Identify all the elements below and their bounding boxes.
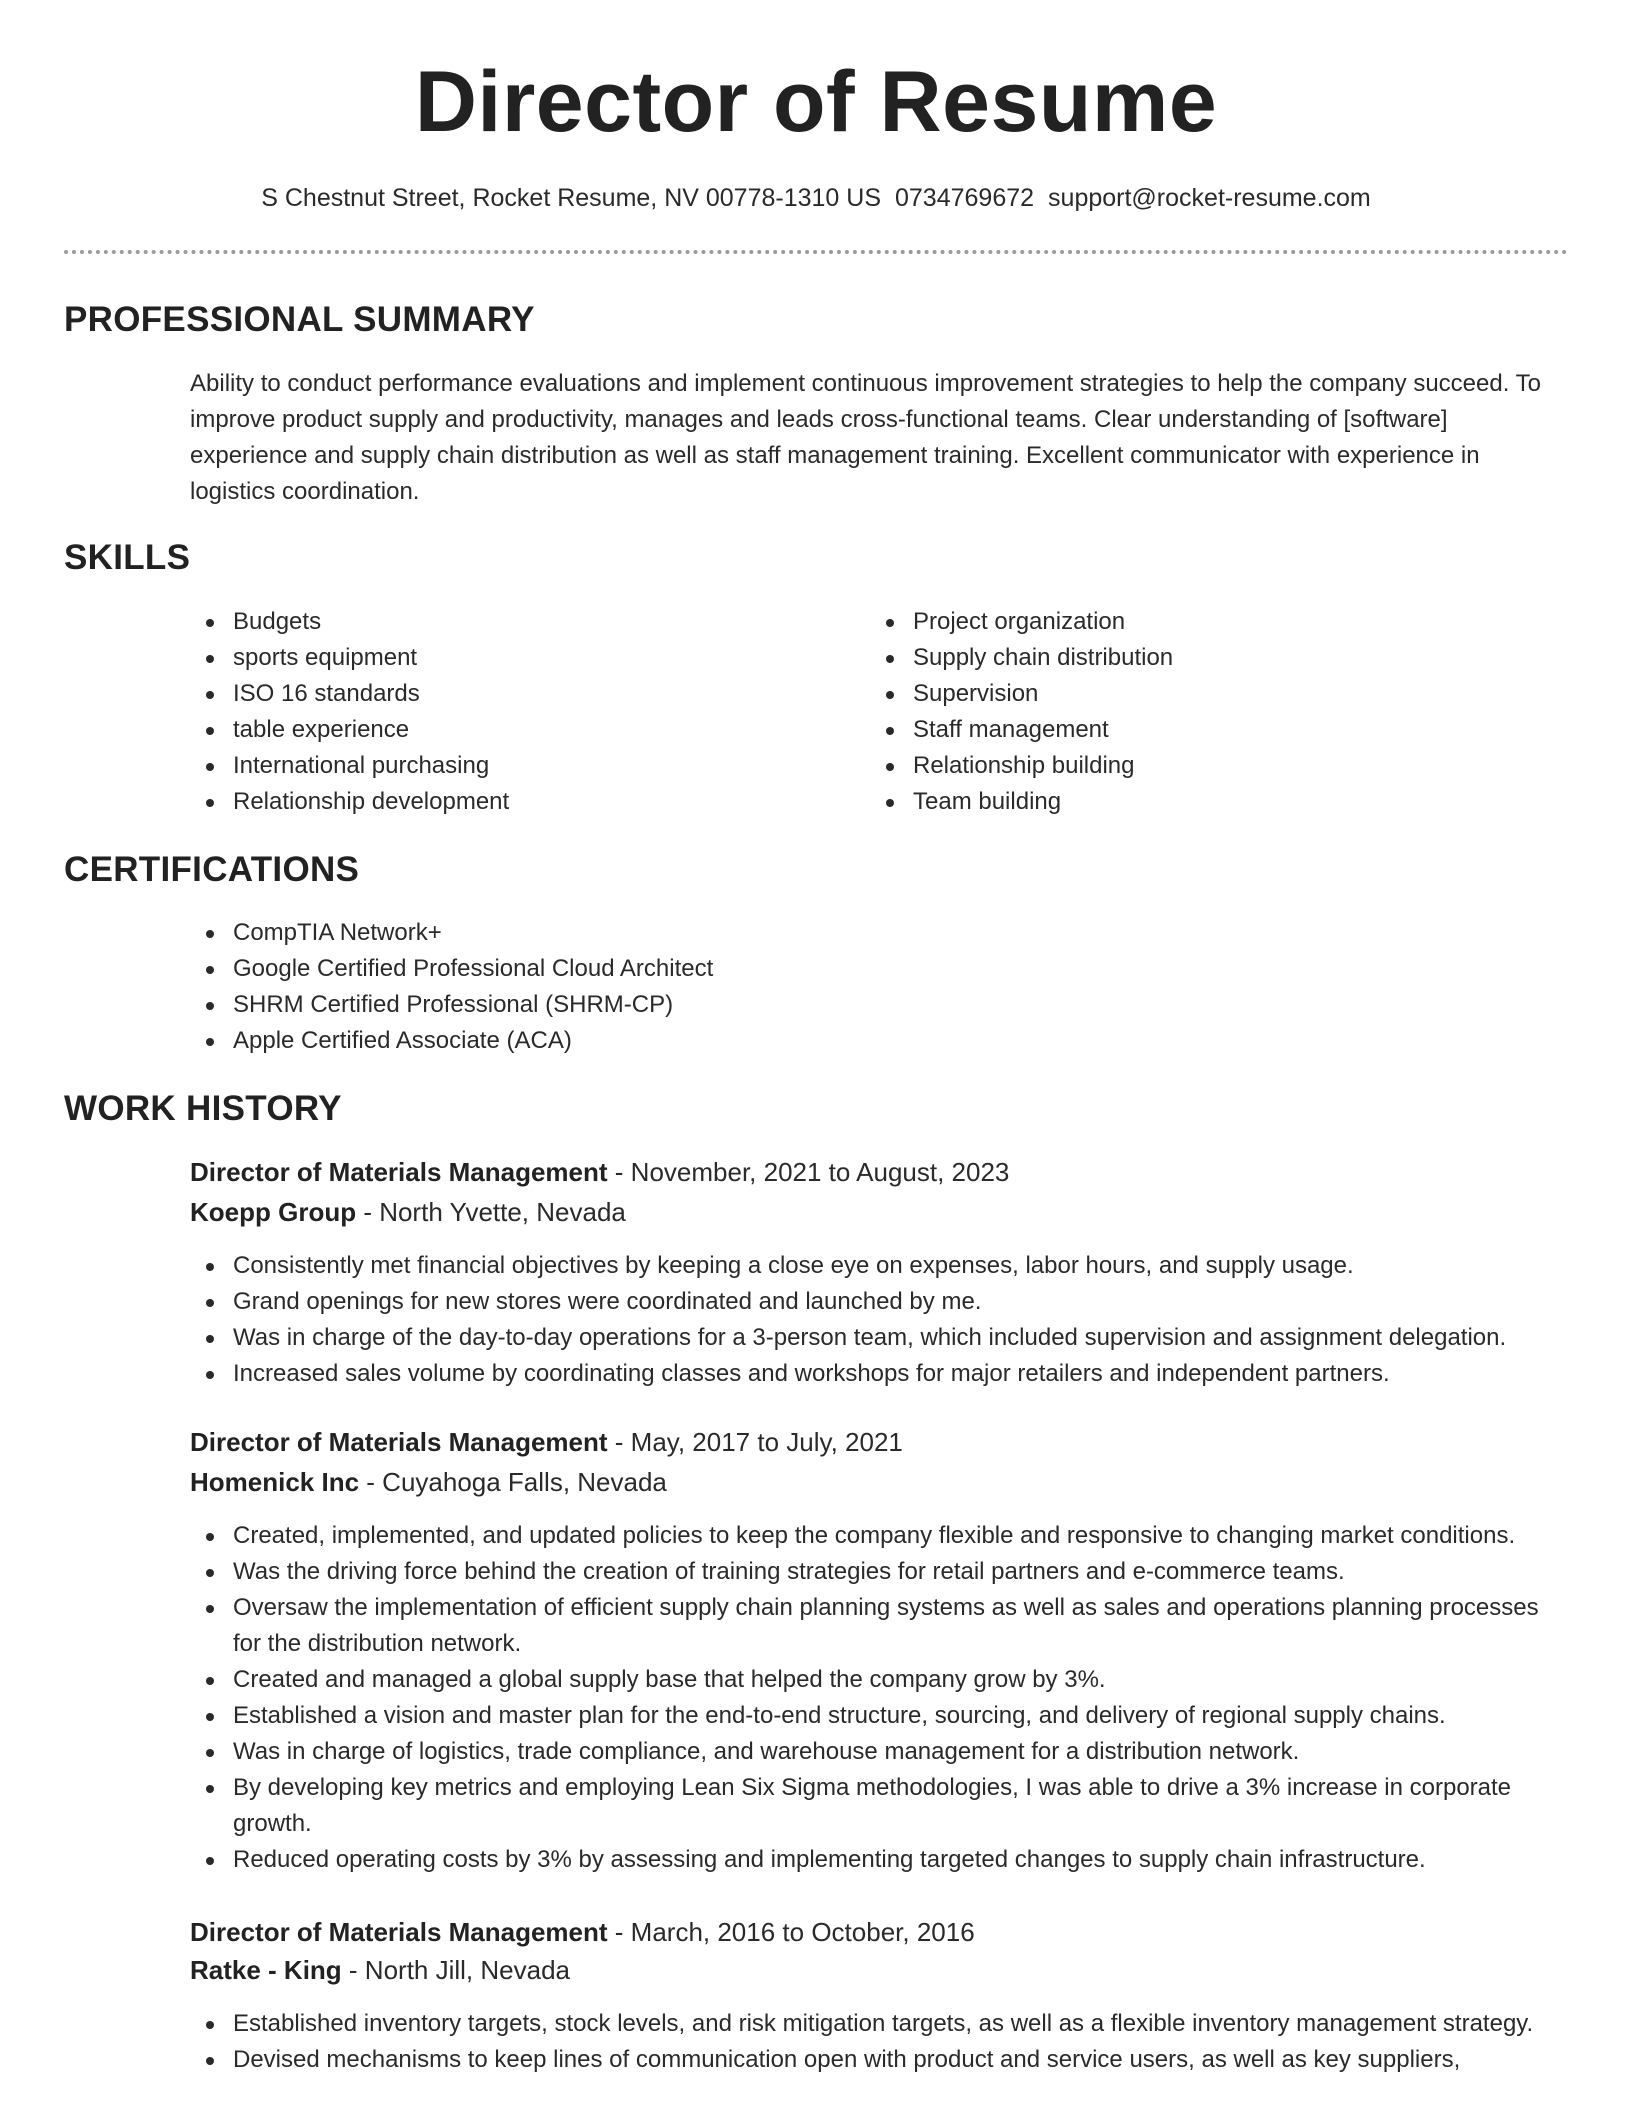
job-dates: - May, 2017 to July, 2021: [607, 1427, 903, 1457]
job-company-line: [190, 1951, 570, 1989]
section-title-skills: SKILLS: [64, 538, 191, 577]
skill-item: Budgets: [190, 604, 830, 640]
job-bullet: Grand openings for new stores were coordinated and launched by me.: [190, 1284, 1570, 1320]
job-bullet: Devised mechanisms to keep lines of communication open with product and service users, as well as key suppliers,: [190, 2042, 1570, 2078]
section-title-certifications: CERTIFICATIONS: [64, 850, 360, 889]
certification-item: Apple Certified Associate (ACA): [190, 1023, 1490, 1059]
job-bullet: Increased sales volume by coordinating classes and workshops for major retailers and independent partners.: [190, 1356, 1570, 1392]
job-bullet: Consistently met financial objectives by keeping a close eye on expenses, labor hours, and supply usage.: [190, 1248, 1570, 1284]
section-title-work-history: WORK HISTORY: [64, 1089, 342, 1128]
job-company-line: [190, 1463, 667, 1501]
job-bullets: [190, 1248, 1570, 1392]
skill-item: Relationship development: [190, 784, 830, 820]
contact-address: S Chestnut Street, Rocket Resume, NV 00778-1310 US: [261, 184, 881, 212]
header-divider: [64, 250, 1568, 254]
job-title-line: [190, 1153, 1009, 1191]
job-bullet: Was the driving force behind the creation of training strategies for retail partners and e-commerce teams.: [190, 1554, 1570, 1590]
job-bullet: Created and managed a global supply base that helped the company grow by 3%.: [190, 1662, 1570, 1698]
contact-email[interactable]: support@rocket-resume.com: [1048, 184, 1371, 212]
skill-item: Supply chain distribution: [870, 640, 1510, 676]
skills-list-left: [190, 604, 830, 820]
job-bullet: Established inventory targets, stock levels, and risk mitigation targets, as well as a flexible inventory management strategy.: [190, 2006, 1570, 2042]
skill-item: Relationship building: [870, 748, 1510, 784]
job-bullets: [190, 1518, 1570, 1878]
skill-item: Supervision: [870, 676, 1510, 712]
skill-item: ISO 16 standards: [190, 676, 830, 712]
section-title-summary: PROFESSIONAL SUMMARY: [64, 300, 535, 339]
certification-item: SHRM Certified Professional (SHRM-CP): [190, 987, 1490, 1023]
certification-item: Google Certified Professional Cloud Architect: [190, 951, 1490, 987]
job-company: Ratke - King: [190, 1955, 342, 1985]
job-location: - North Jill, Nevada: [341, 1955, 570, 1985]
job-company: Koepp Group: [190, 1197, 357, 1227]
skill-item: table experience: [190, 712, 830, 748]
summary-text: Ability to conduct performance evaluations and implement continuous improvement strategies to help the company succeed. To improve product supply and productivity, manages and leads cross-functional teams. Clear understanding of [software] experience and supply chain distribution as well as staff management training. Excellent communicator with experience in logistics coordination.: [190, 370, 1541, 505]
skill-item: Project organization: [870, 604, 1510, 640]
job-bullets: [190, 2006, 1570, 2078]
job-bullet: By developing key metrics and employing Lean Six Sigma methodologies, I was able to drive a 3% increase in corporate growth.: [190, 1770, 1570, 1842]
job-bullet: Was in charge of logistics, trade compliance, and warehouse management for a distribution network.: [190, 1734, 1570, 1770]
skills-list-right: [870, 604, 1510, 820]
job-role: Director of Materials Management: [190, 1157, 608, 1187]
job-bullet: Reduced operating costs by 3% by assessing and implementing targeted changes to supply chain infrastructure.: [190, 1842, 1570, 1878]
skill-item: International purchasing: [190, 748, 830, 784]
job-bullet: Oversaw the implementation of efficient supply chain planning systems as well as sales and operations planning processes for the distribution network.: [190, 1590, 1570, 1662]
job-dates: - November, 2021 to August, 2023: [607, 1157, 1010, 1187]
job-dates: - March, 2016 to October, 2016: [607, 1917, 975, 1947]
certifications-list: [190, 915, 1490, 1059]
job-bullet: Established a vision and master plan for the end-to-end structure, sourcing, and delivery of regional supply chains.: [190, 1698, 1570, 1734]
job-title-line: [190, 1913, 975, 1951]
job-company: Homenick Inc: [190, 1467, 360, 1497]
skill-item: Staff management: [870, 712, 1510, 748]
skill-item: Team building: [870, 784, 1510, 820]
job-bullet: Was in charge of the day-to-day operations for a 3-person team, which included supervision and assignment delegation.: [190, 1320, 1570, 1356]
job-title-line: [190, 1423, 903, 1461]
certification-item: CompTIA Network+: [190, 915, 1490, 951]
job-location: - North Yvette, Nevada: [356, 1197, 626, 1227]
skill-item: sports equipment: [190, 640, 830, 676]
job-location: - Cuyahoga Falls, Nevada: [359, 1467, 667, 1497]
contact-line: [0, 180, 1632, 216]
job-bullet: Created, implemented, and updated policies to keep the company flexible and responsive to changing market conditions.: [190, 1518, 1570, 1554]
job-company-line: [190, 1193, 626, 1231]
job-role: Director of Materials Management: [190, 1917, 608, 1947]
contact-phone: 0734769672: [895, 184, 1035, 212]
resume-name: Director of Resume: [414, 54, 1218, 150]
job-role: Director of Materials Management: [190, 1427, 608, 1457]
